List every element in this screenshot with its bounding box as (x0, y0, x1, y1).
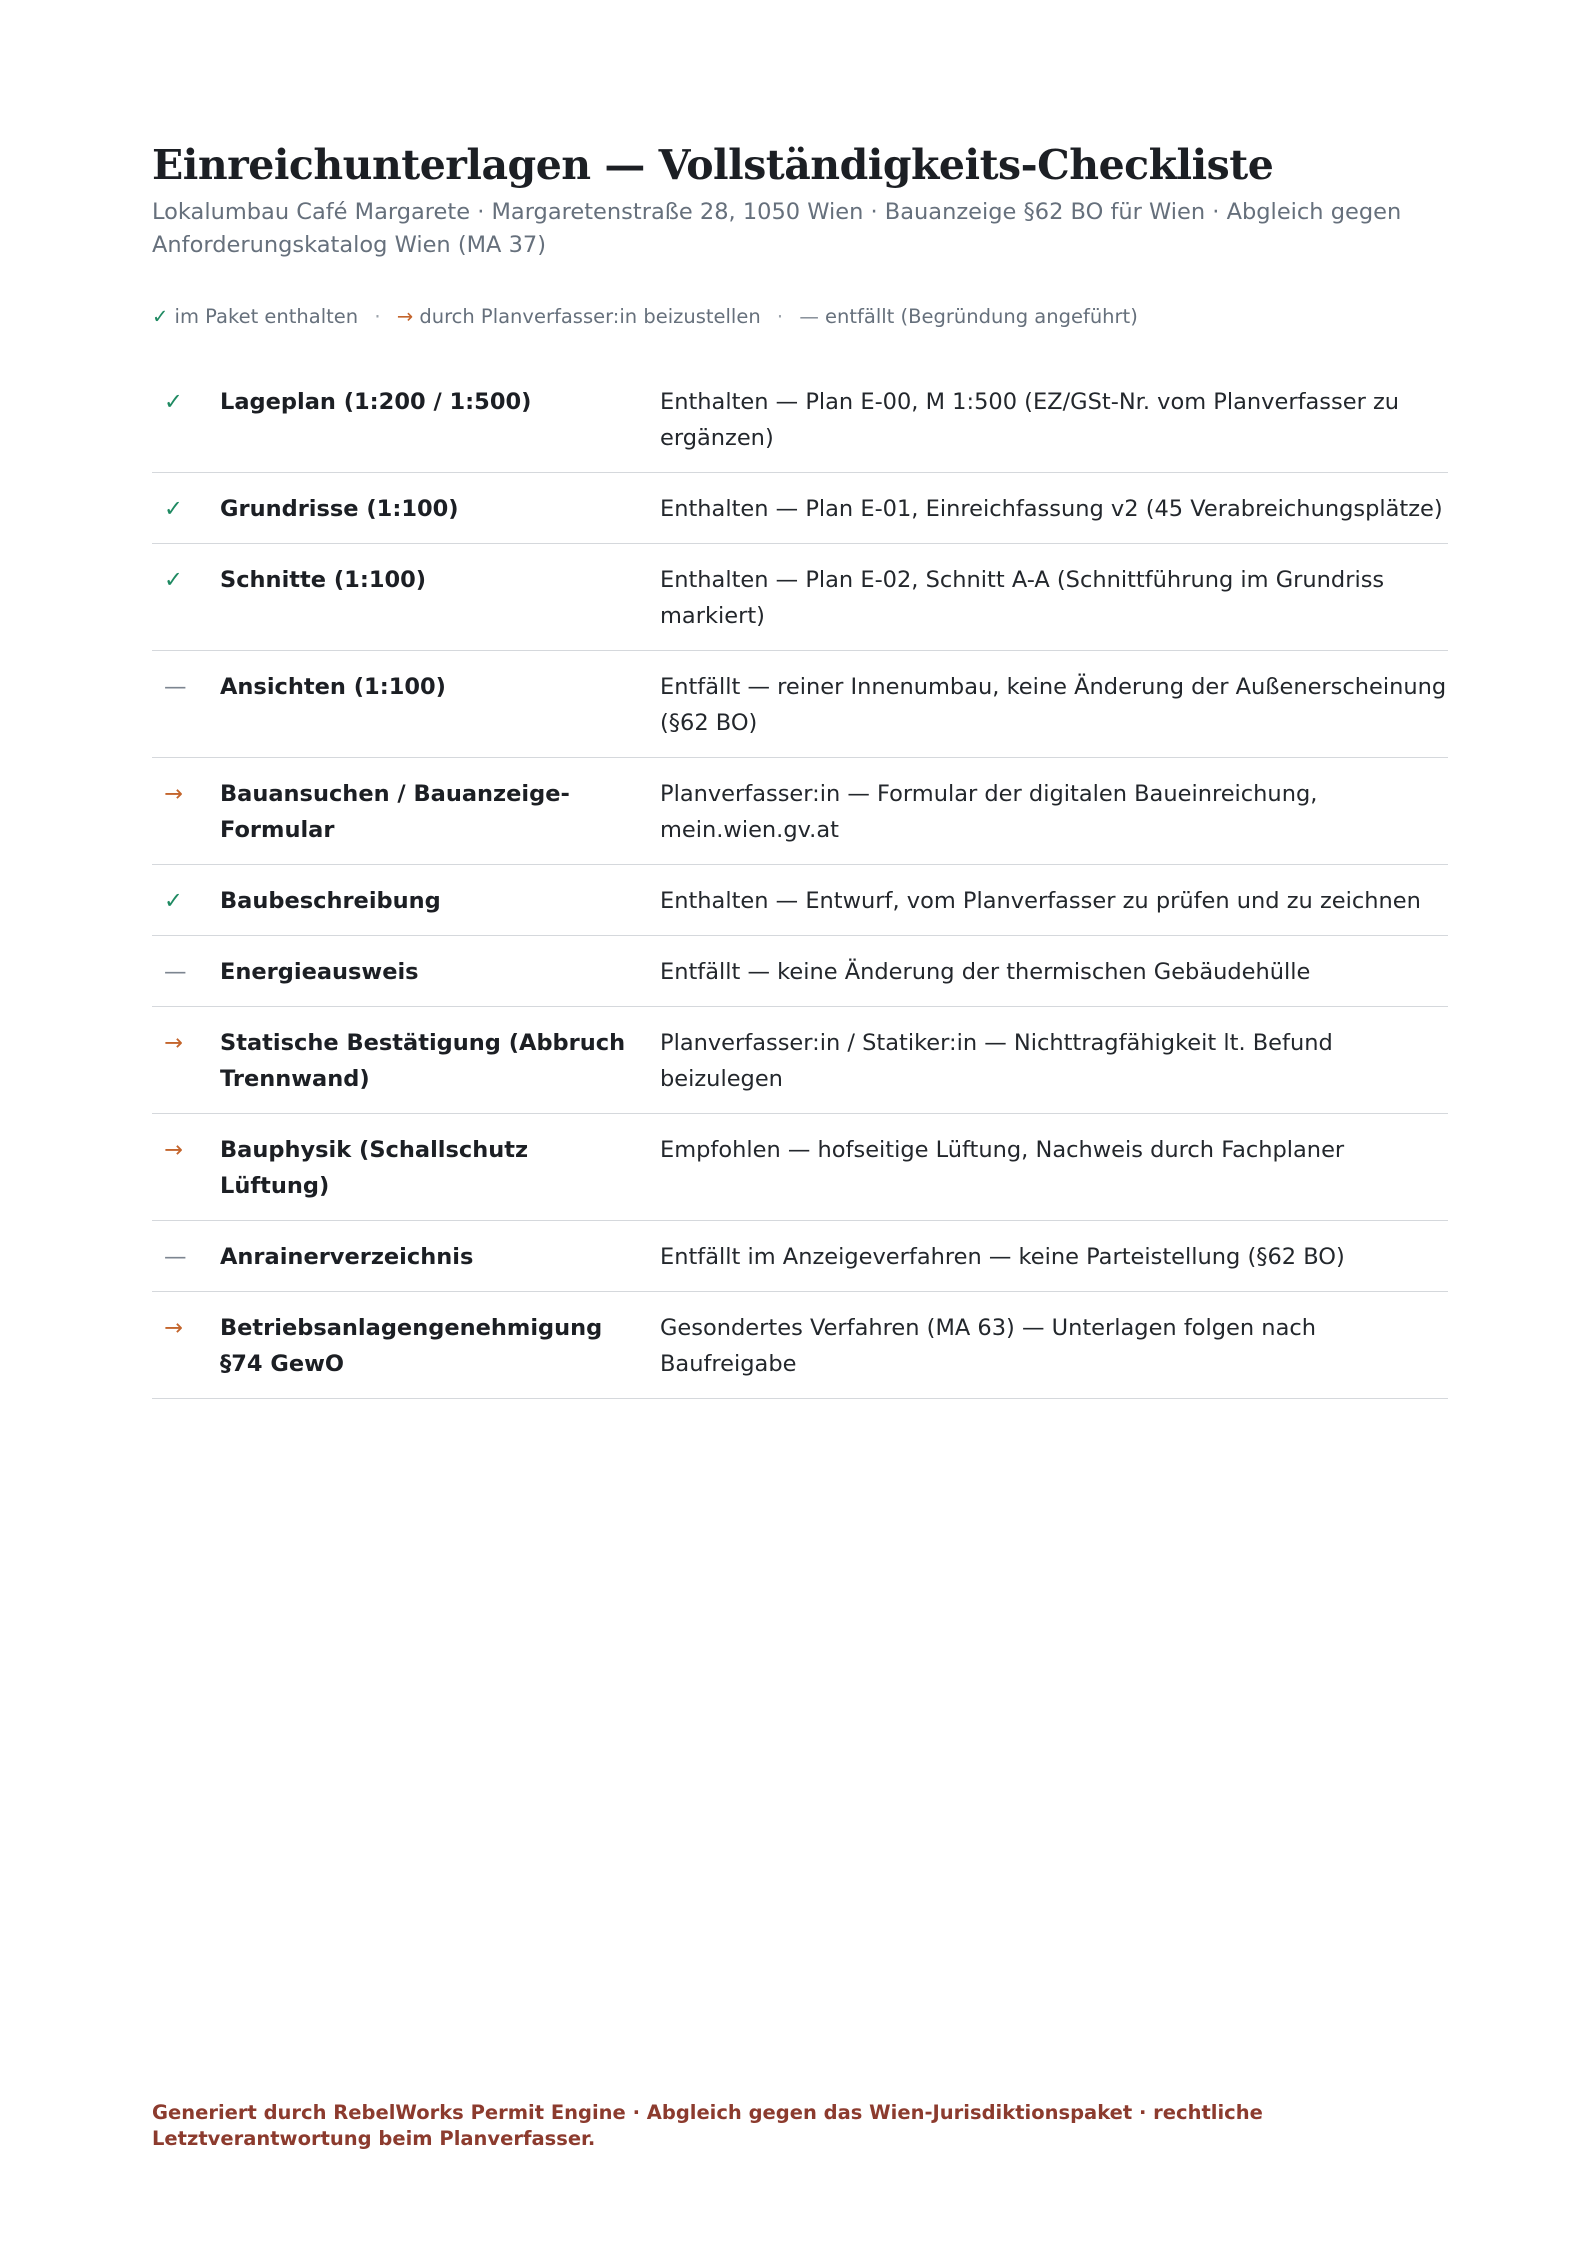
check-icon: ✓ (152, 544, 220, 651)
checklist-item-status: Empfohlen — hofseitige Lüftung, Nachweis durch Fachplaner (660, 1114, 1448, 1221)
checklist-item-label: Lageplan (1:200 / 1:500) (220, 366, 660, 473)
legend-provide-label: durch Planverfasser:in beizustellen (419, 305, 761, 328)
checklist-item-label: Bauphysik (Schallschutz Lüftung) (220, 1114, 660, 1221)
checklist-item-label: Ansichten (1:100) (220, 651, 660, 758)
checklist-item-status: Planverfasser:in / Statiker:in — Nichttragfähigkeit lt. Befund beizulegen (660, 1007, 1448, 1114)
checklist-item-status: Entfällt im Anzeigeverfahren — keine Parteistellung (§62 BO) (660, 1221, 1448, 1292)
dash-icon: — (152, 936, 220, 1007)
checklist-item-label: Baubeschreibung (220, 865, 660, 936)
checklist-row (152, 544, 1448, 651)
checklist-table (152, 366, 1448, 1399)
arrow-right-icon: → (152, 1292, 220, 1399)
checklist-row (152, 651, 1448, 758)
dash-icon: — (152, 1221, 220, 1292)
page-subtitle: Lokalumbau Café Margarete · Margaretenstraße 28, 1050 Wien · Bauanzeige §62 BO für Wien · Abgleich gegen Anforderungskatalog Wien (MA 37) (152, 199, 1402, 258)
checklist-item-status: Enthalten — Plan E-01, Einreichfassung v2 (45 Verabreichungsplätze) (660, 473, 1448, 544)
arrow-right-icon: → (152, 758, 220, 865)
checklist-row (152, 936, 1448, 1007)
legend-separator: · (776, 305, 784, 328)
dash-icon: — (152, 651, 220, 758)
legend-omitted-label: entfällt (Begründung angeführt) (825, 305, 1138, 328)
checklist-item-status: Enthalten — Plan E-02, Schnitt A-A (Schnittführung im Grundriss markiert) (660, 544, 1448, 651)
check-icon: ✓ (152, 366, 220, 473)
checklist-item-status: Entfällt — keine Änderung der thermischen Gebäudehülle (660, 936, 1448, 1007)
checklist-item-label: Statische Bestätigung (Abbruch Trennwand) (220, 1007, 660, 1114)
checklist-item-status: Planverfasser:in — Formular der digitalen Baueinreichung, mein.wien.gv.at (660, 758, 1448, 865)
document-page (152, 138, 1448, 1399)
checklist-row (152, 1292, 1448, 1399)
check-icon: ✓ (152, 305, 169, 328)
legend-separator: · (374, 305, 381, 328)
checklist-item-status: Enthalten — Entwurf, vom Planverfasser zu prüfen und zu zeichnen (660, 865, 1448, 936)
checklist-row (152, 1007, 1448, 1114)
check-icon: ✓ (152, 865, 220, 936)
legend-included-label: im Paket enthalten (174, 305, 359, 328)
checklist-item-label: Bauansuchen / Bauanzeige-Formular (220, 758, 660, 865)
dash-icon: — (799, 305, 819, 328)
checklist-item-status: Gesondertes Verfahren (MA 63) — Unterlagen folgen nach Baufreigabe (660, 1292, 1448, 1399)
checklist-item-label: Schnitte (1:100) (220, 544, 660, 651)
checklist-item-label: Grundrisse (1:100) (220, 473, 660, 544)
checklist-row (152, 366, 1448, 473)
footer-note: Generiert durch RebelWorks Permit Engine · Abgleich gegen das Wien-Jurisdiktionspaket · rechtliche Letztverantwortung beim Planverfasser. (152, 2101, 1263, 2150)
checklist-item-label: Anrainerverzeichnis (220, 1221, 660, 1292)
checklist-row (152, 1221, 1448, 1292)
checklist-item-label: Energieausweis (220, 936, 660, 1007)
checklist-item-status: Enthalten — Plan E-00, M 1:500 (EZ/GSt-Nr. vom Planverfasser zu ergänzen) (660, 366, 1448, 473)
checklist-row (152, 865, 1448, 936)
arrow-right-icon: → (152, 1007, 220, 1114)
legend (152, 304, 1448, 330)
check-icon: ✓ (152, 473, 220, 544)
arrow-right-icon: → (152, 1114, 220, 1221)
arrow-right-icon: → (396, 305, 414, 328)
checklist-row (152, 473, 1448, 544)
page-title: Einreichunterlagen — Vollständigkeits-Checkliste (152, 141, 1274, 189)
checklist-row (152, 1114, 1448, 1221)
checklist-item-label: Betriebsanlagengenehmigung §74 GewO (220, 1292, 660, 1399)
checklist-row (152, 758, 1448, 865)
checklist-item-status: Entfällt — reiner Innenumbau, keine Änderung der Außenerscheinung (§62 BO) (660, 651, 1448, 758)
